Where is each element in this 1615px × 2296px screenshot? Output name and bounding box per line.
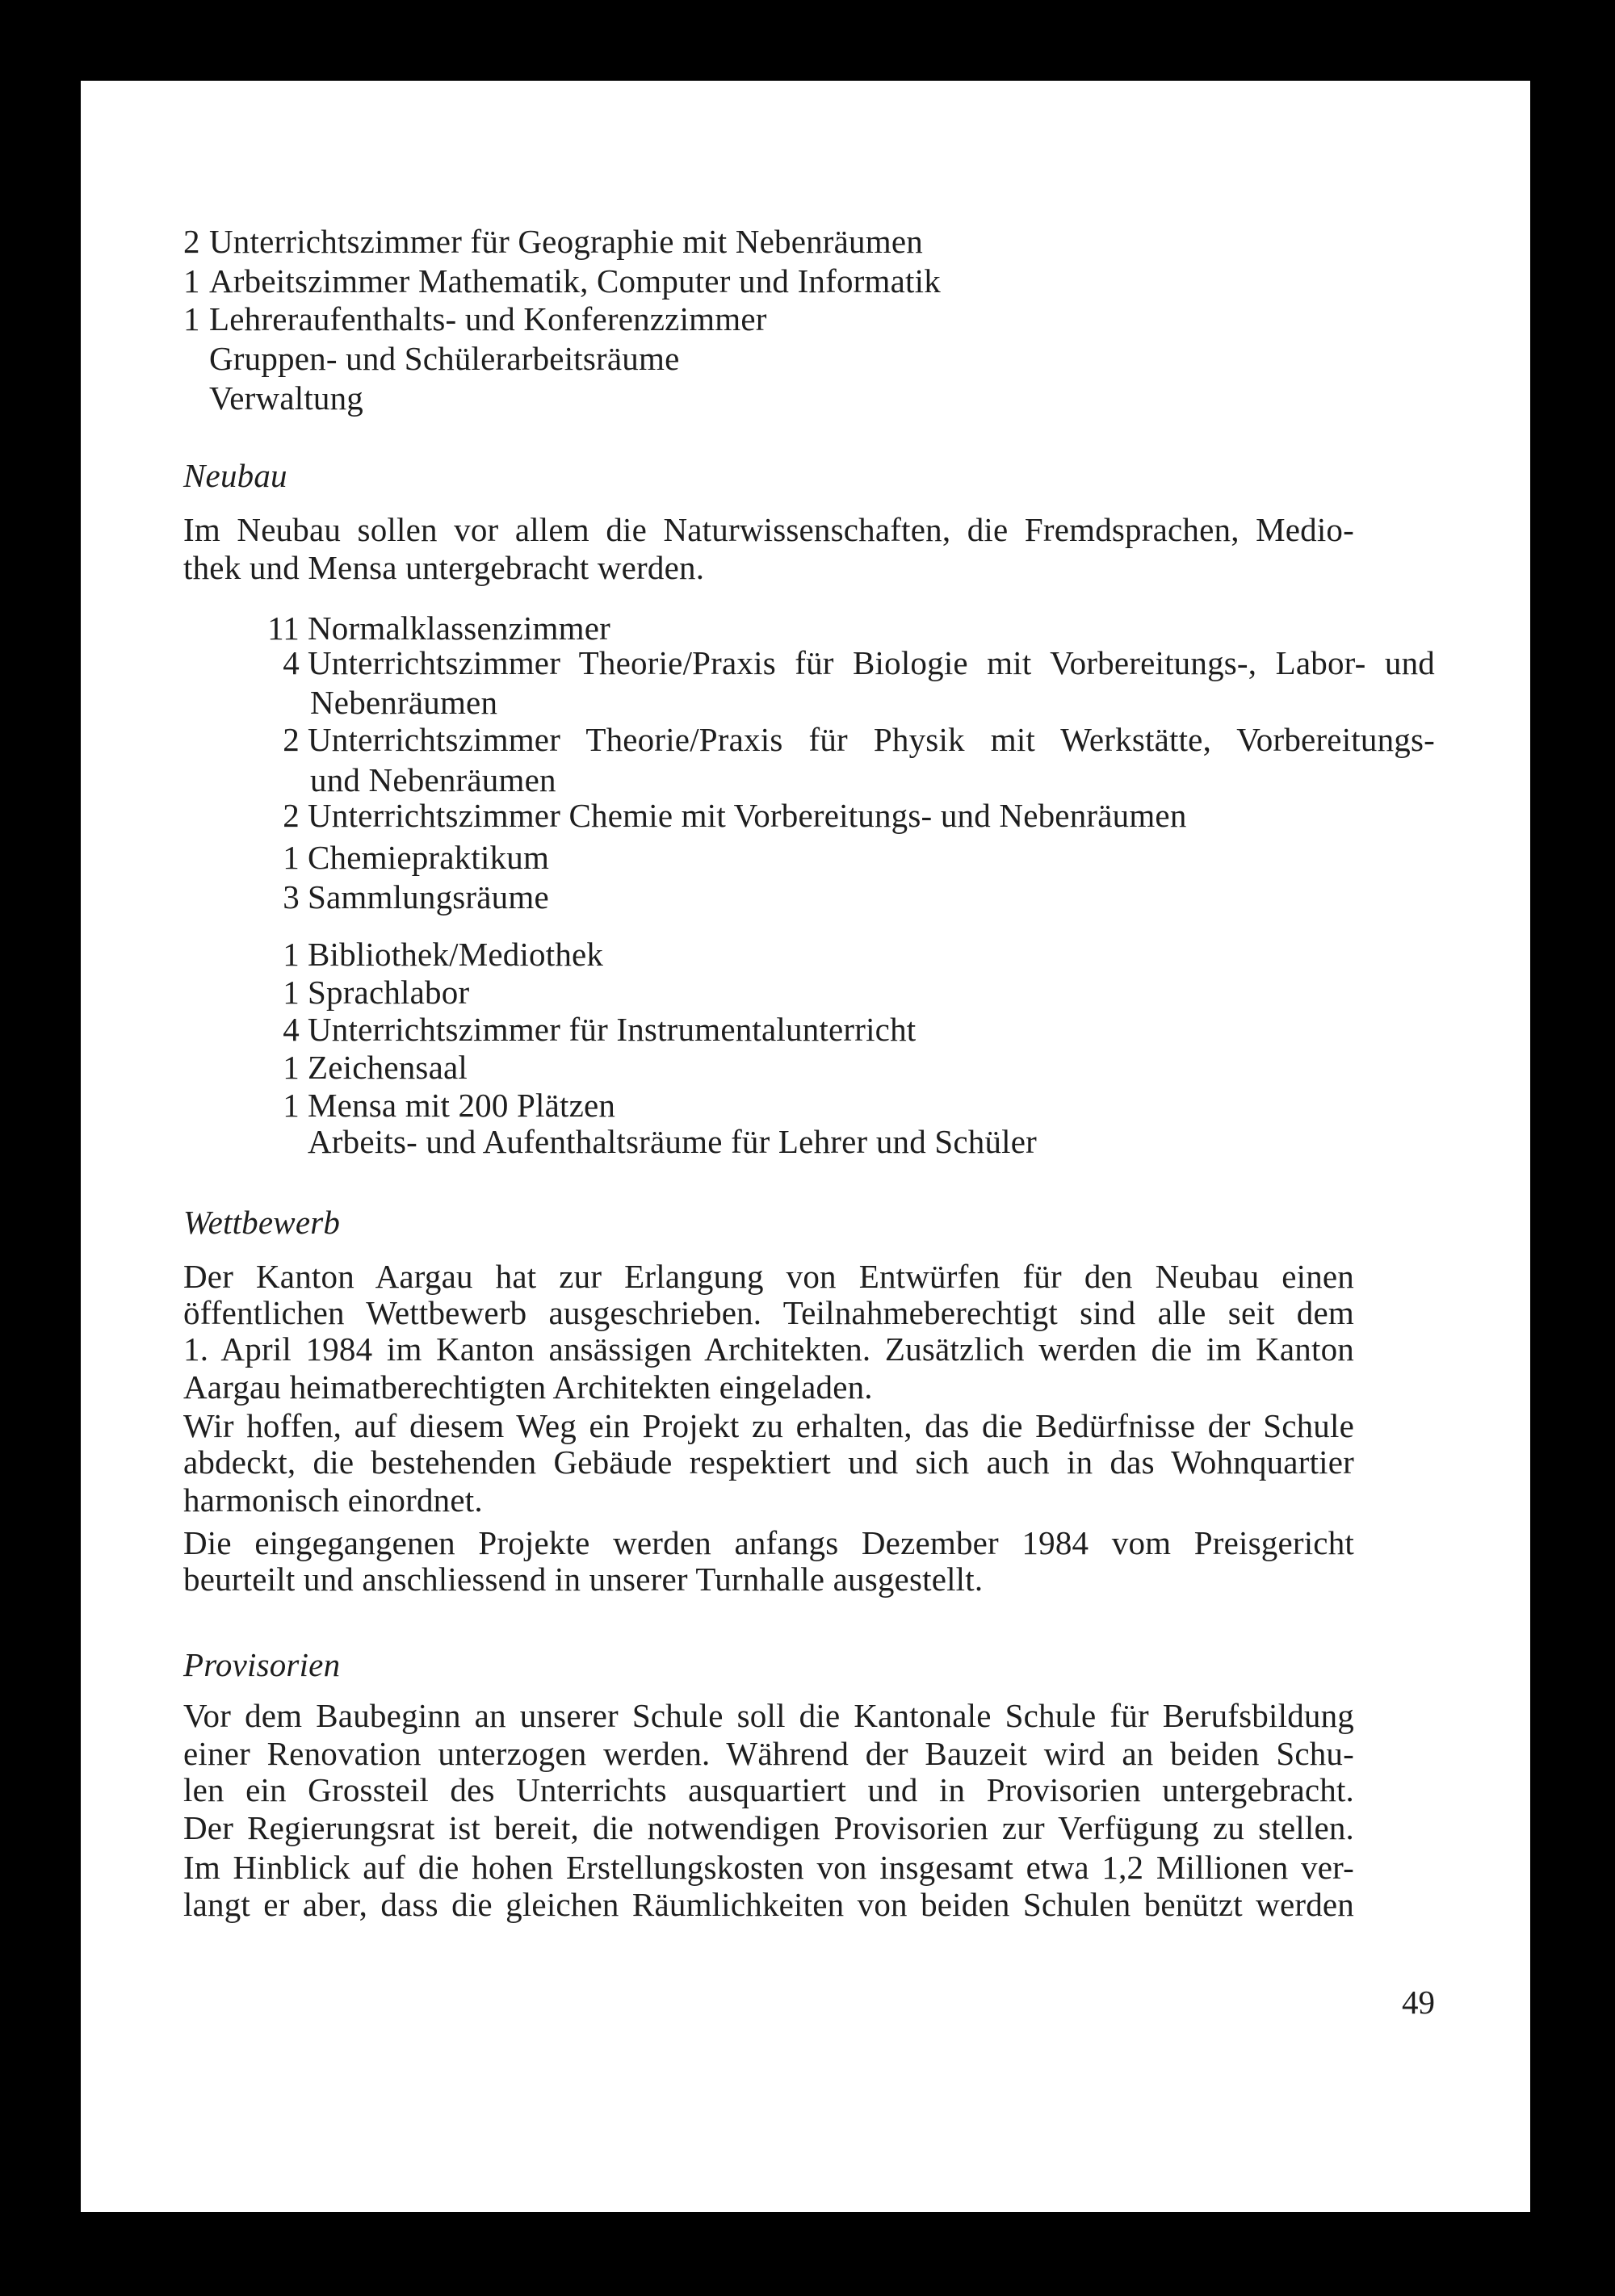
item-count: 2 — [283, 721, 300, 758]
section-heading-wettbewerb: Wettbewerb — [183, 1204, 341, 1241]
item-text: Bibliothek/Mediothek — [308, 936, 604, 973]
item-text: Nebenräumen — [310, 684, 498, 721]
paragraph-line: Die eingegangenen Projekte werden anfangs Dezember 1984 vom Preisgericht — [183, 1524, 1354, 1561]
item-count: 11 — [267, 610, 300, 647]
list-item — [183, 300, 767, 338]
item-text: Mensa mit 200 Plätzen — [308, 1087, 616, 1124]
paragraph-line: Im Neubau sollen vor allem die Naturwissenschaften, die Fremdsprachen, Medio- — [183, 511, 1354, 548]
item-count: 1 — [283, 936, 300, 973]
item-count: 2 — [283, 797, 300, 834]
item-text: Normalklassenzimmer — [308, 610, 610, 647]
paragraph-line: öffentlichen Wettbewerb ausgeschrieben. Teilnahmeberechtigt sind alle seit dem — [183, 1294, 1354, 1331]
document-page — [81, 81, 1530, 2212]
item-text: Unterrichtszimmer Chemie mit Vorbereitungs- und Nebenräumen — [308, 797, 1187, 834]
paragraph-line: langt er aber, dass die gleichen Räumlichkeiten von beiden Schulen benützt werden — [183, 1886, 1354, 1923]
section-heading-provisorien: Provisorien — [183, 1646, 341, 1683]
item-text: Gruppen- und Schülerarbeitsräume — [209, 340, 680, 377]
paragraph-line: einer Renovation unterzogen werden. Während der Bauzeit wird an beiden Schu- — [183, 1735, 1354, 1772]
item-text: Zeichensaal — [308, 1049, 468, 1086]
list-item — [183, 262, 941, 300]
item-count: 4 — [283, 1011, 300, 1048]
item-text: Sprachlabor — [308, 974, 470, 1011]
paragraph-line: Der Regierungsrat ist bereit, die notwendigen Provisorien zur Verfügung zu stellen. — [183, 1809, 1354, 1846]
item-text: Chemiepraktikum — [308, 839, 550, 876]
item-text: Sammlungsräume — [308, 878, 549, 915]
list-item — [183, 1048, 468, 1087]
item-text: Unterrichtszimmer Theorie/Praxis für Biologie mit Vorbereitungs-, Labor- und — [308, 644, 1435, 681]
item-text: Lehreraufenthalts- und Konferenzzimmer — [209, 300, 767, 337]
item-count: 1 — [283, 1049, 300, 1086]
list-item — [183, 796, 1187, 835]
paragraph-line: Vor dem Baubeginn an unserer Schule soll die Kantonale Schule für Berufsbildung — [183, 1697, 1354, 1734]
section-heading-neubau: Neubau — [183, 457, 287, 494]
paragraph-line: Im Hinblick auf die hohen Erstellungskosten von insgesamt etwa 1,2 Millionen ver- — [183, 1849, 1354, 1886]
paragraph-line: Aargau heimatberechtigten Architekten eingeladen. — [183, 1368, 873, 1406]
paragraph-line: thek und Mensa untergebracht werden. — [183, 549, 705, 586]
item-count: 1 — [283, 1087, 300, 1124]
item-count: 1 — [283, 839, 300, 876]
item-count: 2 — [183, 223, 200, 260]
paragraph-line: Wir hoffen, auf diesem Weg ein Projekt zu erhalten, das die Bedürfnisse der Schule — [183, 1407, 1354, 1444]
paragraph-line: abdeckt, die bestehenden Gebäude respektiert und sich auch in das Wohnquartier — [183, 1443, 1354, 1481]
item-text: Verwaltung — [209, 379, 364, 417]
list-item — [183, 1122, 1037, 1161]
item-count: 4 — [283, 644, 300, 681]
list-item — [183, 935, 603, 974]
list-item — [183, 973, 469, 1012]
item-count: 3 — [283, 878, 300, 915]
list-item — [183, 1010, 916, 1049]
item-text: Unterrichtszimmer für Geographie mit Nebenräumen — [209, 223, 923, 260]
paragraph-line: Der Kanton Aargau hat zur Erlangung von Entwürfen für den Neubau einen — [183, 1258, 1354, 1295]
paragraph-line: 1. April 1984 im Kanton ansässigen Architekten. Zusätzlich werden die im Kanton — [183, 1330, 1354, 1368]
paragraph-line: len ein Grossteil des Unterrichts ausquartiert und in Provisorien untergebracht. — [183, 1771, 1354, 1808]
item-text: Unterrichtszimmer Theorie/Praxis für Physik mit Werkstätte, Vorbereitungs- — [308, 721, 1435, 758]
item-text: Unterrichtszimmer für Instrumentalunterricht — [308, 1011, 917, 1048]
item-text: Arbeitszimmer Mathematik, Computer und Informatik — [209, 262, 941, 300]
list-item — [183, 643, 308, 682]
item-count: 1 — [283, 974, 300, 1011]
item-text: Arbeits- und Aufenthaltsräume für Lehrer und Schüler — [308, 1123, 1038, 1160]
list-item — [183, 838, 549, 877]
list-item — [183, 222, 923, 261]
list-item — [183, 878, 549, 916]
item-count: 1 — [183, 262, 200, 300]
list-item — [183, 1086, 615, 1125]
list-item — [183, 339, 679, 378]
item-count: 1 — [183, 300, 200, 337]
list-item — [183, 609, 610, 647]
paragraph-line: beurteilt und anschliessend in unserer Turnhalle ausgestellt. — [183, 1561, 984, 1598]
page-number: 49 — [1402, 1984, 1435, 2021]
paragraph-line: harmonisch einordnet. — [183, 1481, 483, 1519]
list-item — [183, 379, 363, 417]
list-item — [183, 720, 308, 759]
item-text: und Nebenräumen — [310, 761, 556, 798]
